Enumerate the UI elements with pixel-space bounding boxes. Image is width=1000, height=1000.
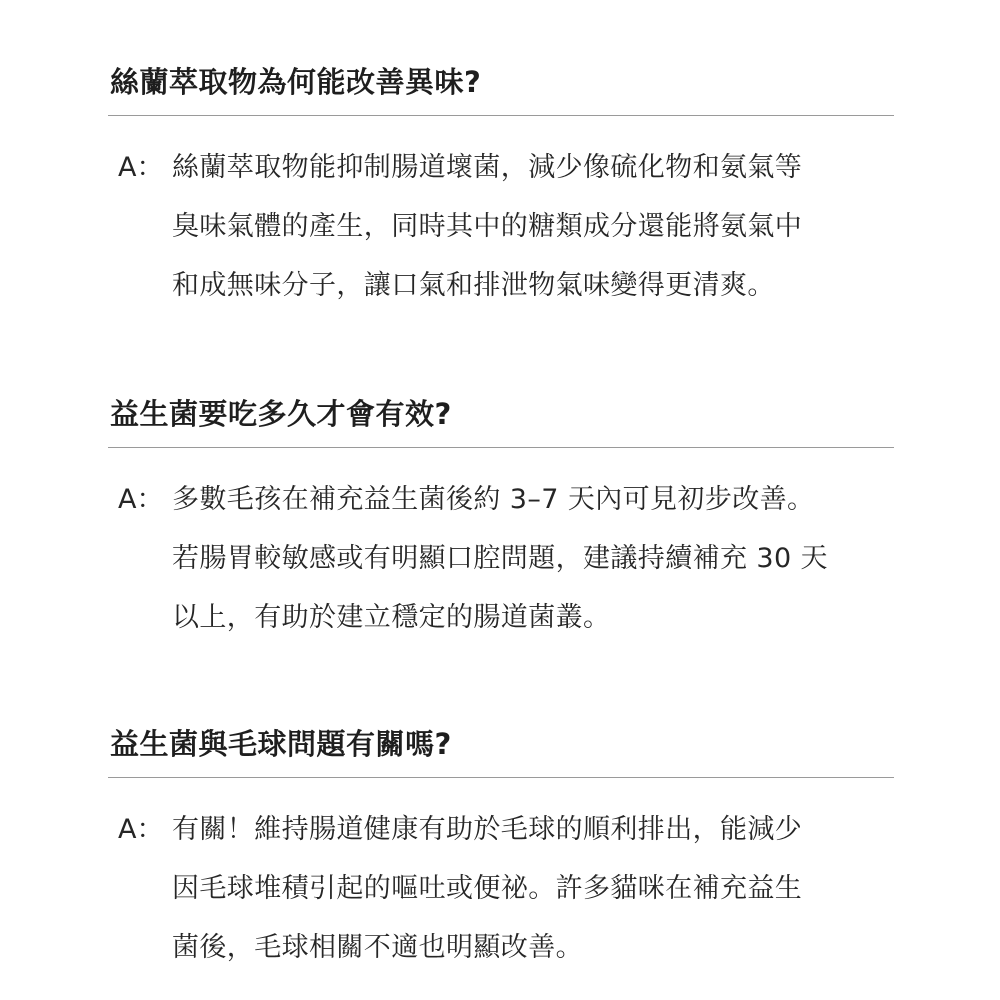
- divider: [108, 115, 894, 116]
- answer-text: [172, 470, 894, 647]
- divider: [108, 777, 894, 778]
- answer-text: [172, 138, 894, 315]
- answer-line: 臭味氣體的產生，同時其中的糖類成分還能將氨氣中: [172, 211, 803, 242]
- faq-item-yucca-extract: [108, 60, 894, 315]
- faq-question: 益生菌要吃多久才會有效?: [110, 397, 452, 431]
- faq-question: 絲蘭萃取物為何能改善異味?: [110, 65, 482, 99]
- answer-prefix: A：: [118, 152, 164, 183]
- faq-answer: [108, 800, 894, 977]
- faq-answer: [108, 470, 894, 647]
- answer-line: 有關！維持腸道健康有助於毛球的順利排出，能減少: [172, 814, 803, 845]
- faq-answer: [108, 138, 894, 315]
- answer-text: [172, 800, 894, 977]
- answer-prefix: A：: [118, 814, 164, 845]
- answer-line: 若腸胃較敏感或有明顯口腔問題，建議持續補充 30 天: [172, 543, 828, 574]
- answer-line: 因毛球堆積引起的嘔吐或便祕。許多貓咪在補充益生: [172, 873, 803, 904]
- faq-item-hairball: [108, 722, 894, 977]
- answer-line: 以上，有助於建立穩定的腸道菌叢。: [172, 602, 611, 633]
- answer-line: 和成無味分子，讓口氣和排泄物氣味變得更清爽。: [172, 270, 775, 301]
- answer-prefix: A：: [118, 484, 164, 515]
- divider: [108, 447, 894, 448]
- faq-item-probiotic-duration: [108, 392, 894, 647]
- faq-question: 益生菌與毛球問題有關嗎?: [110, 727, 452, 761]
- answer-line: 多數毛孩在補充益生菌後約 3–7 天內可見初步改善。: [172, 484, 815, 515]
- answer-line: 菌後，毛球相關不適也明顯改善。: [172, 932, 583, 963]
- answer-line: 絲蘭萃取物能抑制腸道壞菌，減少像硫化物和氨氣等: [172, 152, 803, 183]
